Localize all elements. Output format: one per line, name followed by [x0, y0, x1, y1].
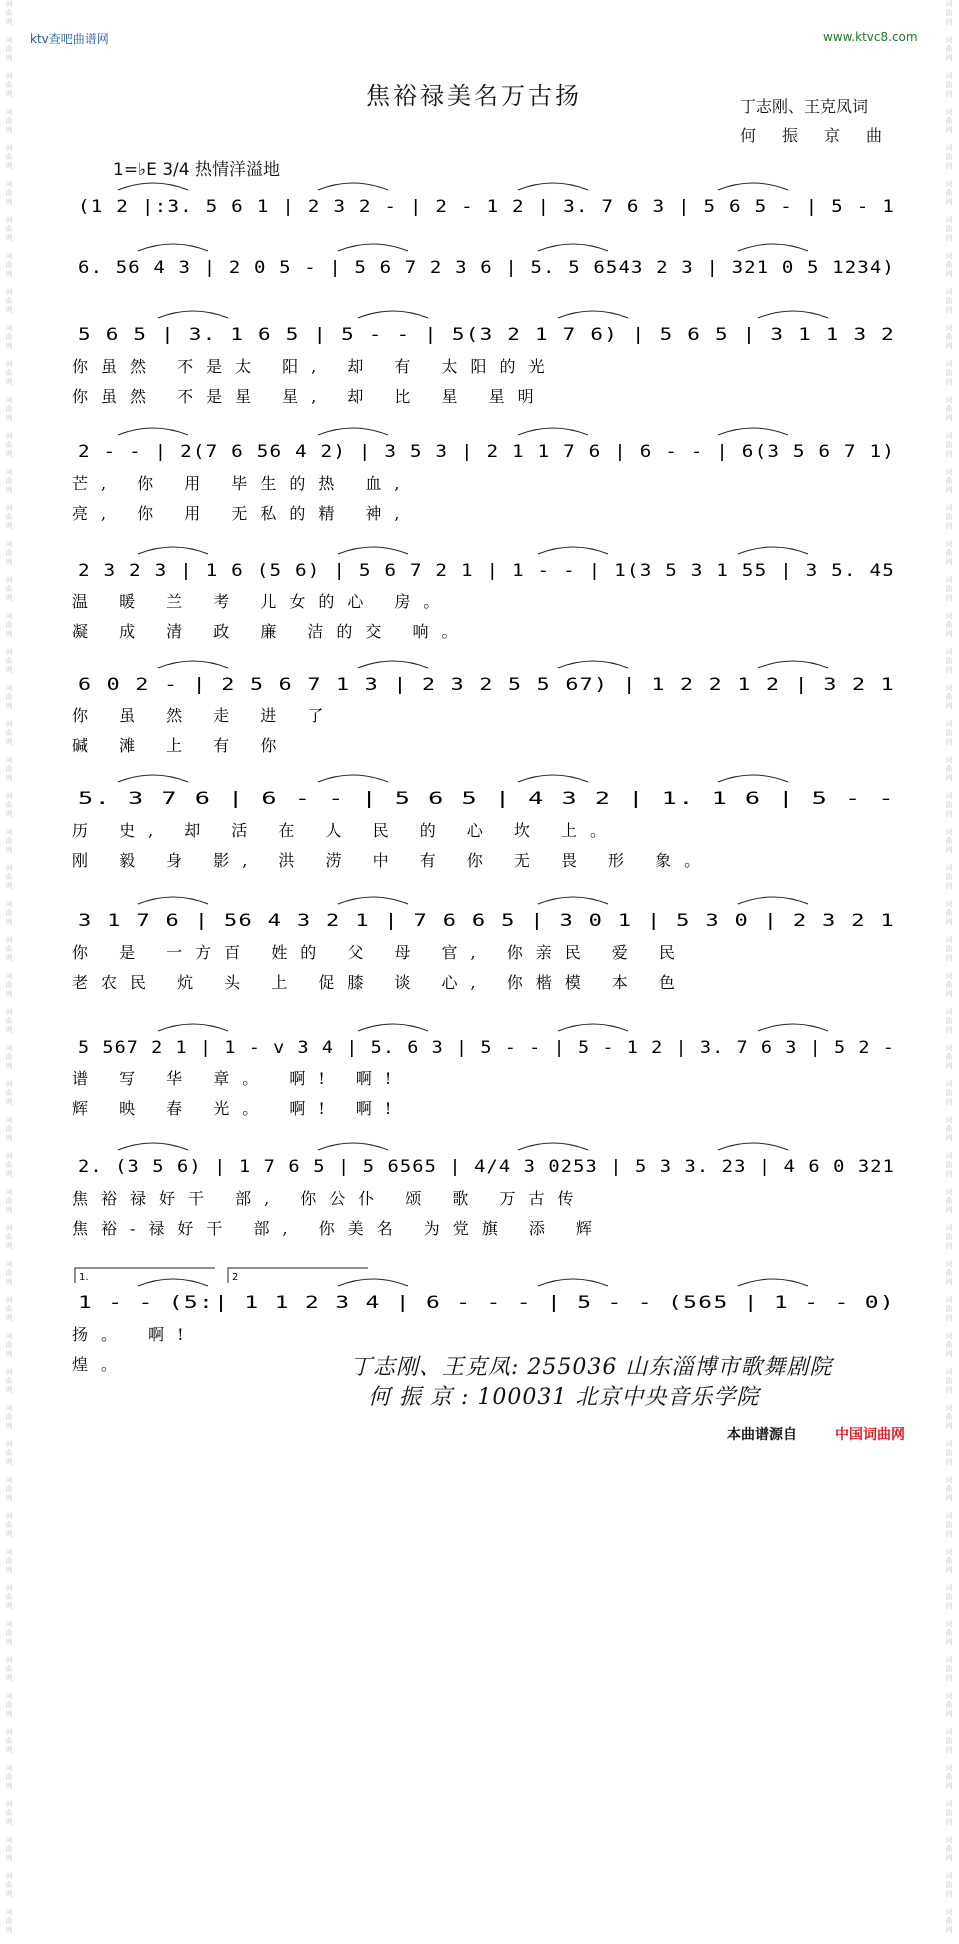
handwritten-address-2: 何 振 京 : 100031 北京中央音乐学院: [368, 1385, 760, 1410]
slur-mark: [538, 897, 608, 904]
notation-line-6: 6 0 2 - | 2 5 6 7 1 3 | 2 3 2 5 5 67) | 1 2 2 1 2 | 3 2 1: [78, 675, 895, 695]
slur-mark: [138, 897, 208, 904]
slur-mark: [338, 897, 408, 904]
volta-label-1: 1.: [79, 1272, 89, 1283]
slur-mark: [338, 547, 408, 554]
notation-line-8: 3 1 7 6 | 56 4 3 2 1 | 7 6 6 5 | 3 0 1 | 5 3 0 | 2 3 2 1: [78, 911, 895, 931]
lyric-line-10-2: 焦裕-禄好干 部, 你美名 为党旗 添 辉: [72, 1219, 605, 1238]
lyric-line-8-2: 老农民 炕 头 上 促膝 谈 心, 你楷模 本 色: [72, 973, 688, 992]
slur-mark: [558, 311, 628, 318]
lyric-line-8-1: 你 是 一方百 姓的 父 母 官, 你亲民 爱 民: [72, 943, 688, 962]
slur-mark: [358, 661, 428, 668]
site-name-left: ktv查吧曲谱网: [30, 32, 109, 46]
slur-mark: [118, 183, 188, 190]
notation-line-2: 6. 56 4 3 | 2 0 5 - | 5 6 7 2 3 6 | 5. 5 6543 2 3 | 321 0 5 1234): [78, 258, 896, 278]
notation-line-5: 2 3 2 3 | 1 6 (5 6) | 5 6 7 2 1 | 1 - - | 1(3 5 3 1 55 | 3 5. 45: [78, 561, 895, 581]
slur-mark: [738, 897, 808, 904]
slur-mark: [758, 311, 828, 318]
song-title: 焦裕禄美名万古扬: [366, 82, 582, 110]
lyric-line-9-1: 谱 写 华 章。 啊! 啊!: [72, 1069, 405, 1088]
notation-line-9: 5 567 2 1 | 1 - v 3 4 | 5. 6 3 | 5 - - | 5 - 1 2 | 3. 7 6 3 | 5 2 -: [78, 1038, 895, 1058]
slur-mark: [318, 775, 388, 782]
slur-mark: [318, 428, 388, 435]
slur-mark: [118, 428, 188, 435]
slur-mark: [718, 183, 788, 190]
slur-mark: [718, 775, 788, 782]
lyric-line-7-1: 历 史, 却 活 在 人 民 的 心 坎 上。: [72, 821, 619, 840]
slur-mark: [538, 547, 608, 554]
lyric-line-6-1: 你 虽 然 走 进 了: [72, 706, 337, 725]
slur-mark: [518, 183, 588, 190]
notation-line-11: 1 - - (5:| 1 1 2 3 4 | 6 - - - | 5 - - (565 | 1 - - 0): [78, 1293, 895, 1313]
slur-mark: [158, 311, 228, 318]
slur-mark: [318, 1143, 388, 1150]
slur-mark: [538, 244, 608, 251]
slur-mark: [138, 547, 208, 554]
slur-mark: [558, 1024, 628, 1031]
lyric-line-6-2: 碱 滩 上 有 你: [72, 736, 290, 755]
slur-mark: [138, 244, 208, 251]
lyric-line-5-1: 温 暖 兰 考 儿女的心 房。: [72, 592, 453, 611]
slur-mark: [738, 244, 808, 251]
lyric-line-4-2: 亮, 你 用 无私的精 神,: [72, 504, 413, 523]
notation-line-1: (1 2 |:3. 5 6 1 | 2 3 2 - | 2 - 1 2 | 3. 7 6 3 | 5 6 5 - | 5 - 1: [78, 197, 895, 217]
slur-mark: [518, 775, 588, 782]
slur-mark: [738, 1279, 808, 1286]
slur-mark: [158, 1024, 228, 1031]
notation-line-4: 2 - - | 2(7 6 56 4 2) | 3 5 3 | 2 1 1 7 6 | 6 - - | 6(3 5 6 7 1): [78, 442, 895, 462]
handwritten-address-1: 丁志刚、王克凤: 255036 山东淄博市歌舞剧院: [350, 1355, 833, 1380]
lyric-line-3-1: 你虽然 不是太 阳, 却 有 太阳的光: [72, 357, 558, 376]
slur-mark: [338, 244, 408, 251]
footer-source-site: 中国词曲网: [835, 1427, 905, 1443]
lyric-line-9-2: 辉 映 春 光。 啊! 啊!: [72, 1099, 405, 1118]
volta-label-2: 2: [232, 1272, 239, 1283]
composer-credit: 何振京曲: [740, 126, 909, 145]
slur-mark: [358, 1024, 428, 1031]
slur-mark: [518, 428, 588, 435]
slur-mark: [158, 661, 228, 668]
slur-mark: [118, 1143, 188, 1150]
slur-mark: [558, 661, 628, 668]
slur-mark: [118, 775, 188, 782]
footer-source-label: 本曲谱源自: [727, 1427, 797, 1443]
lyric-line-4-1: 芒, 你 用 毕生的热 血,: [72, 474, 413, 493]
slur-mark: [338, 1279, 408, 1286]
slur-mark: [318, 183, 388, 190]
slur-mark: [738, 547, 808, 554]
slur-mark: [758, 661, 828, 668]
side-watermark-left: 词 曲 网 词 曲 网 词 曲 网 词 曲 网 词 曲 网 词 曲 网 词 曲 网 词 曲 网 词 曲 网 词 曲 网 词 曲 网 词 曲 网 词 曲 网 词 曲 网 词 曲 网 词 曲 网 词 曲 网 词 曲 网 词 曲 网 词 曲 网 词 曲 网 词 曲 网 词 曲 网 词 曲 网 词 曲 网 词 曲 网 词 曲 网 词 曲 网 词 曲 网 词 曲 网 词 曲 网 词 曲 网 词 曲 网 词 曲 网 词 曲 网 词 曲 网 词 曲 网 词 曲 网 词 曲 网 词 曲 网 词 曲 网 词 曲 网 词 曲 网 词 曲 网 词 曲 网 词 曲 网 词 曲 网 词 曲 网 词 曲 网 词 曲 网 词 曲 网 词 曲 网 词 曲 网 词 曲 网: [5, 0, 13, 1934]
notation-line-10: 2. (3 5 6) | 1 7 6 5 | 5 6565 | 4/4 3 0253 | 5 3 3. 23 | 4 6 0 321: [78, 1157, 896, 1177]
side-watermark-right: 词 曲 网 词 曲 网 词 曲 网 词 曲 网 词 曲 网 词 曲 网 词 曲 网 词 曲 网 词 曲 网 词 曲 网 词 曲 网 词 曲 网 词 曲 网 词 曲 网 词 曲 网 词 曲 网 词 曲 网 词 曲 网 词 曲 网 词 曲 网 词 曲 网 词 曲 网 词 曲 网 词 曲 网 词 曲 网 词 曲 网 词 曲 网 词 曲 网 词 曲 网 词 曲 网 词 曲 网 词 曲 网 词 曲 网 词 曲 网 词 曲 网 词 曲 网 词 曲 网 词 曲 网 词 曲 网 词 曲 网 词 曲 网 词 曲 网 词 曲 网 词 曲 网 词 曲 网 词 曲 网 词 曲 网 词 曲 网 词 曲 网 词 曲 网 词 曲 网 词 曲 网 词 曲 网 词 曲 网: [945, 0, 953, 1934]
slur-mark: [358, 311, 428, 318]
slur-mark: [718, 1143, 788, 1150]
notation-line-3: 5 6 5 | 3. 1 6 5 | 5 - - | 5(3 2 1 7 6) | 5 6 5 | 3 1 1 3 2: [78, 325, 895, 345]
notation-line-7: 5. 3 7 6 | 6 - - | 5 6 5 | 4 3 2 | 1. 1 6 | 5 - -: [78, 789, 895, 809]
lyricist-credit: 丁志刚、王克凤词: [740, 97, 869, 116]
slur-mark: [718, 428, 788, 435]
lyric-line-7-2: 刚 毅 身 影, 洪 涝 中 有 你 无 畏 形 象。: [72, 851, 714, 870]
site-url-right: www.ktvc8.com: [823, 30, 918, 44]
slur-mark: [138, 1279, 208, 1286]
lyric-line-3-2: 你虽然 不是星 星, 却 比 星 星明: [72, 387, 547, 406]
lyric-line-5-2: 凝 成 清 政 廉 洁的交 响。: [72, 622, 471, 641]
lyric-line-11-1: 扬。 啊!: [72, 1325, 197, 1344]
slur-mark: [518, 1143, 588, 1150]
key-tempo-marking: 1=♭E 3/4 热情洋溢地: [113, 160, 280, 180]
volta-bracket-2: [228, 1268, 368, 1283]
slur-mark: [758, 1024, 828, 1031]
volta-bracket-1: [75, 1268, 215, 1283]
slur-mark: [538, 1279, 608, 1286]
lyric-line-10-1: 焦裕禄好干 部, 你公仆 颂 歌 万古传: [72, 1189, 587, 1208]
lyric-line-11-2: 煌。: [72, 1355, 131, 1374]
